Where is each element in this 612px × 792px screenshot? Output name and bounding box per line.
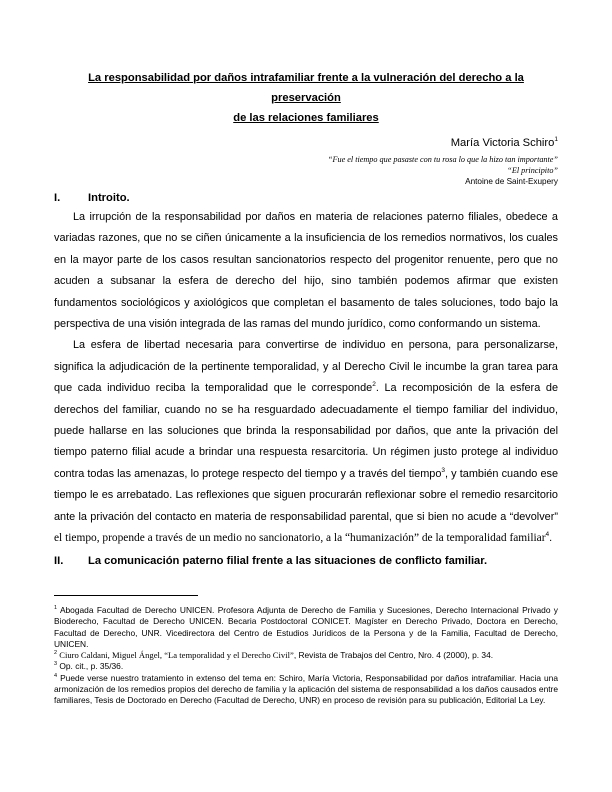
footnote-1-marker: 1 <box>54 605 58 611</box>
author-text: María Victoria Schiro <box>450 137 555 149</box>
paragraph-2 <box>54 335 558 549</box>
section-heading-2 <box>54 552 558 570</box>
footnote-4 <box>54 673 558 707</box>
footnote-4-text: Puede verse nuestro tratamiento in extenso del tema en: Schiro, María Victoria, Responsabilidad por daños intrafamiliar. Hacia una armonización de los remedios propios del derecho de familia y la aplicación del sistema de responsabilidad a los daños causados entre familiares, Tesis de Doctorado en Derecho (Facultad de Derecho, UNR) en proceso de revisión para su publicación, Editorial La Ley. <box>54 672 558 706</box>
paragraph-2-part-d: el tiempo, propende a través de un medio no sancionatorio, a la “humanización” de la temporalidad familiar <box>54 532 546 545</box>
footnote-3-text: Op. cit., p. 35/36. <box>57 661 124 672</box>
epigraph-line-2: “El principito” <box>507 165 558 175</box>
section-title-2: La comunicación paterno filial frente a las situaciones de conflicto familiar. <box>88 554 488 567</box>
footnote-2-marker: 2 <box>54 650 58 657</box>
paragraph-1: La irrupción de la responsabilidad por daños en materia de relaciones paterno filiales, obedece a variadas razones, que no se ciñen únicamente a la insuficiencia de los remedios normativos, los cuales en la mayor parte de los casos resultan sancionatorios respecto del progenitor renuente, pero que no acuden a subsanar la esfera de derecho del hijo, sino también podemos afirmar que existen fundamentos sociológicos y axiológicos que completan el basamento de tales soluciones, todo bajo la perspectiva de una visión integrada de las ramas del mundo jurídico, como conformando un sistema. <box>54 211 558 331</box>
footnote-ref-4[interactable]: 4 <box>545 531 550 539</box>
epigraph-attribution: Antoine de Saint-Exupery <box>465 177 558 186</box>
document-title <box>54 68 558 128</box>
footnote-1 <box>54 605 558 650</box>
epigraph-line-1: “Fue el tiempo que pasaste con tu rosa lo que la hizo tan importante” <box>327 155 558 164</box>
paragraph-2-part-b: . La recomposición de la esfera de derechos del familiar, cuando no se ha resguardado adecuadamente el tiempo familiar del individuo, puede hallarse en las soluciones que brinda la responsabilidad por daños, que ante la privación del tiempo paterno filial acude a brindar una respuesta resarcitoria. Un régimen justo protege al individuo contra todas las amenazas, lo protege respecto del tiempo y a través del tiempo <box>54 382 558 480</box>
footnote-2 <box>54 650 558 661</box>
footnote-ref-2[interactable]: 2 <box>372 381 376 389</box>
section-number-1: I. <box>54 192 61 204</box>
section-title-1: Introito. <box>88 192 130 204</box>
footnote-1-text: Abogada Facultad de Derecho UNICEN. Profesora Adjunta de Derecho de Familia y Sucesiones, Derecho Internacional Privado y Bioderecho, Facultad de Derecho UNICEN. Becaria Postdoctoral CONICET. Magíster en Derecho Privado, Doctora en Derecho, Facultad de Derecho, UNR. Vicedirectora del Centro de Estudios Jurídicos de la Persona y de la Familia, Facultad de Derecho, UNICEN. <box>54 605 558 649</box>
title-line-2: de las relaciones familiares <box>233 112 379 124</box>
footnote-2-citation: Ciuro Caldani, Miguel Ángel, “La temporalidad y el Derecho Civil” <box>57 650 294 661</box>
epigraph-quote <box>54 155 558 176</box>
footnote-3-marker: 3 <box>54 661 58 668</box>
footnote-ref-1[interactable]: 1 <box>554 136 558 143</box>
footnote-ref-3[interactable]: 3 <box>441 466 446 474</box>
paragraph-2-part-c: , y también cuando ese tiempo le es arrebatado. Las reflexiones que siguen procurarán reflexionar sobre el remedio resarcitorio ante la privación del contacto en materia de responsabilidad parental, que si bien no acude a “devolver” <box>54 467 558 523</box>
author-name <box>54 132 558 151</box>
footnote-4-marker: 4 <box>54 672 58 679</box>
footnote-separator <box>54 595 198 596</box>
paragraph-2-part-e: . <box>549 532 553 545</box>
footnote-3 <box>54 661 558 672</box>
footnote-2-text: , Revista de Trabajos del Centro, Nro. 4 (2000), p. 34. <box>293 650 494 661</box>
footnotes <box>54 595 558 707</box>
section-number-2: II. <box>54 554 64 567</box>
paragraph-2-part-a: La esfera de libertad necesaria para convertirse de individuo en persona, para personalizarse, significa la adjudicación de la pertinente temporalidad, y al Derecho Civil le incumbe la gran tarea para que cada individuo reciba la temporalidad que le corresponde <box>54 339 558 395</box>
title-line-1: La responsabilidad por daños intrafamiliar frente a la vulneración del derecho a la preservación <box>88 72 524 104</box>
section-heading-1 <box>54 189 558 207</box>
document-page <box>54 68 558 570</box>
